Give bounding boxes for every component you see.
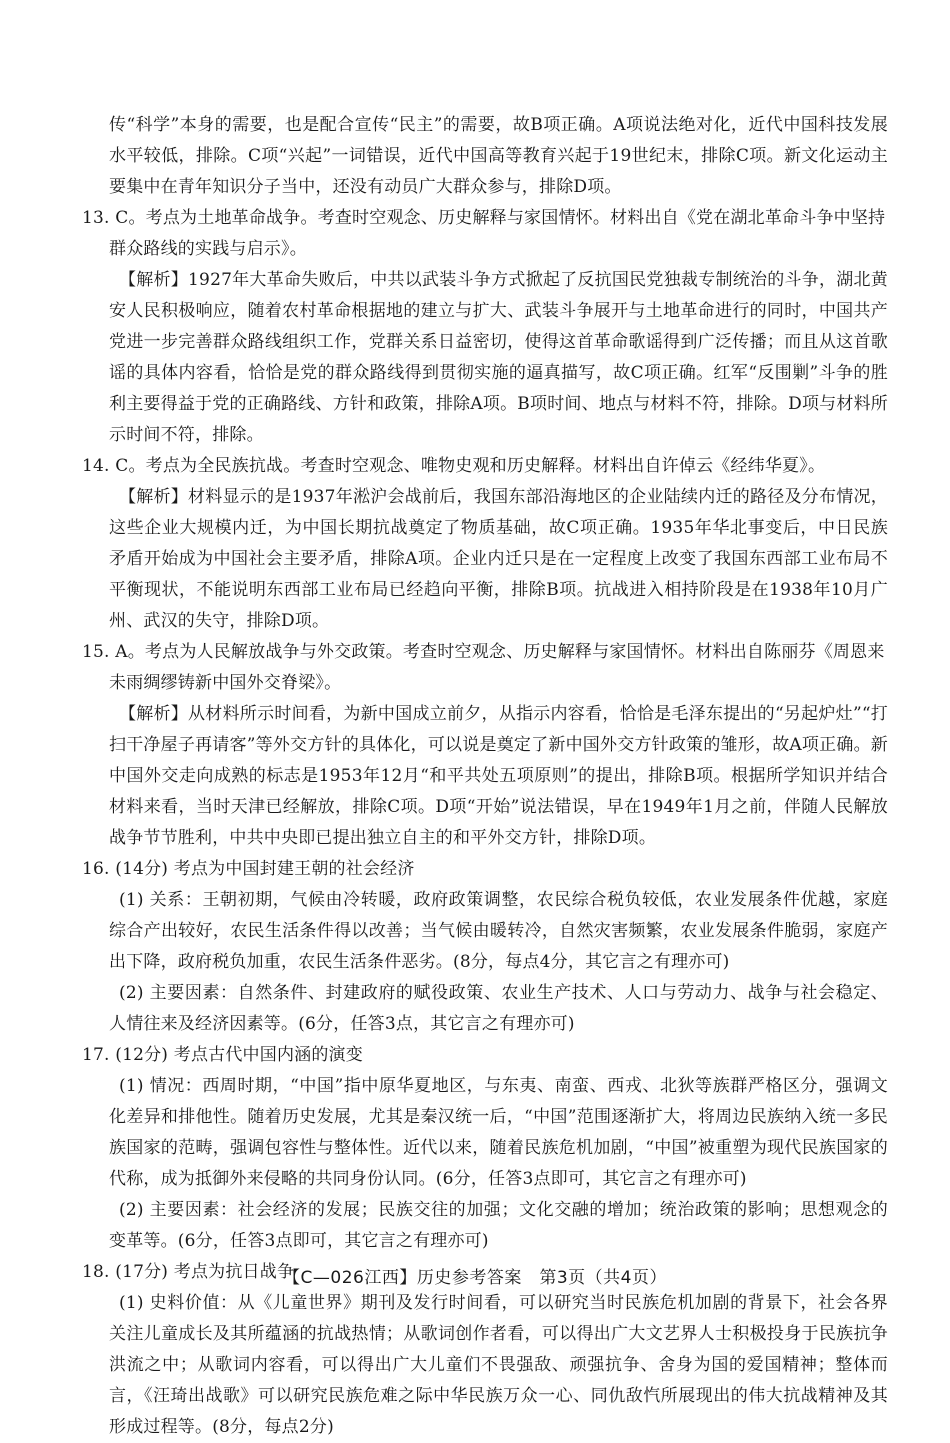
q16-heading: 16. (14分) 考点为中国封建王朝的社会经济 (82, 859, 415, 879)
answer-page (82, 110, 888, 1443)
q13-heading (82, 203, 888, 265)
page-footer: 【C—026江西】历史参考答案 第3页（共4页） (283, 1268, 667, 1288)
q16-part2: (2) 主要因素：自然条件、封建政府的赋役政策、农业生产技术、人口与劳动力、战争与社会稳定、人情往来及经济因素等。(6分，任答3点，其它言之有理亦可) (109, 983, 888, 1034)
q14-analysis: 【解析】材料显示的是1937年淞沪会战前后，我国东部沿海地区的企业陆续内迁的路径及分布情况，这些企业大规模内迁，为中国长期抗战奠定了物质基础，故C项正确。1935年华北事变后，中日民族矛盾开始成为中国社会主要矛盾，排除A项。企业内迁只是在一定程度上改变了我国东西部工业布局不平衡现状，不能说明东西部工业布局已经趋向平衡，排除B项。抗战进入相持阶段是在1938年10月广州、武汉的失守，排除D项。 (109, 487, 888, 631)
q13-analysis: 【解析】1927年大革命失败后，中共以武装斗争方式掀起了反抗国民党独裁专制统治的斗争，湖北黄安人民积极响应，随着农村革命根据地的建立与扩大、武装斗争展开与土地革命进行的同时，中国共产党进一步完善群众路线组织工作，党群关系日益密切，使得这首革命歌谣得到广泛传播；而且从这首歌谣的具体内容看，恰恰是党的群众路线得到贯彻实施的逼真描写，故C项正确。红军“反围剿”斗争的胜利主要得益于党的正确路线、方针和政策，排除A项。B项时间、地点与材料不符，排除。D项与材料所示时间不符，排除。 (109, 270, 888, 445)
q13-heading-text: 13. C。考点为土地革命战争。考查时空观念、历史解释与家国情怀。材料出自《党在湖北革命斗争中坚持 (82, 208, 886, 228)
q15-heading (82, 637, 888, 699)
q15-heading-text: 15. A。考点为人民解放战争与外交政策。考查时空观念、历史解释与家国情怀。材料出自陈丽芬《周恩来 (82, 642, 885, 662)
q13-heading-continuation: 群众路线的实践与启示》。 (109, 239, 307, 259)
q14-heading: 14. C。考点为全民族抗战。考查时空观念、唯物史观和历史解释。材料出自许倬云《经纬华夏》。 (82, 456, 826, 476)
q17-heading: 17. (12分) 考点古代中国内涵的演变 (82, 1045, 363, 1065)
q18-part1: (1) 史料价值：从《儿童世界》期刊及发行时间看，可以研究当时民族危机加剧的背景下，社会各界关注儿童成长及其所蕴涵的抗战热情；从歌词创作者看，可以得出广大文艺界人士积极投身于民族抗争洪流之中；从歌词内容看，可以得出广大儿童们不畏强敌、顽强抗争、舍身为国的爱国精神；整体而言，《汪琦出战歌》可以研究民族危难之际中华民族万众一心、同仇敌忾所展现出的伟大抗战精神及其形成过程等。(8分，每点2分) (109, 1293, 888, 1437)
intro-paragraph: 传“科学”本身的需要，也是配合宣传“民主”的需要，故B项正确。A项说法绝对化，近代中国科技发展水平较低，排除。C项“兴起”一词错误，近代中国高等教育兴起于19世纪末，排除C项。新文化运动主要集中在青年知识分子当中，还没有动员广大群众参与，排除D项。 (109, 115, 888, 197)
q17-part1: (1) 情况：西周时期，“中国”指中原华夏地区，与东夷、南蛮、西戎、北狄等族群严格区分，强调文化差异和排他性。随着历史发展，尤其是秦汉统一后，“中国”范围逐渐扩大，将周边民族纳入统一多民族国家的范畴，强调包容性与整体性。近代以来，随着民族危机加剧，“中国”被重塑为现代民族国家的代称，成为抵御外来侵略的共同身份认同。(6分，任答3点即可，其它言之有理亦可) (109, 1076, 888, 1189)
q17-part2: (2) 主要因素：社会经济的发展；民族交往的加强；文化交融的增加；统治政策的影响；思想观念的变革等。(6分，任答3点即可，其它言之有理亦可) (109, 1200, 888, 1251)
q18-heading: 18. (17分) 考点为抗日战争 (82, 1262, 295, 1282)
q16-part1: (1) 关系：王朝初期，气候由冷转暖，政府政策调整，农民综合税负较低，农业发展条件优越，家庭综合产出较好，农民生活条件得以改善；当气候由暖转冷，自然灾害频繁，农业发展条件脆弱，家庭产出下降，政府税负加重，农民生活条件恶劣。(8分，每点4分，其它言之有理亦可) (109, 890, 888, 972)
q15-analysis: 【解析】从材料所示时间看，为新中国成立前夕，从指示内容看，恰恰是毛泽东提出的“另起炉灶”“打扫干净屋子再请客”等外交方针的具体化，可以说是奠定了新中国外交方针政策的雏形，故A项正确。新中国外交走向成熟的标志是1953年12月“和平共处五项原则”的提出，排除B项。根据所学知识并结合材料来看，当时天津已经解放，排除C项。D项“开始”说法错误，早在1949年1月之前，伴随人民解放战争节节胜利，中共中央即已提出独立自主的和平外交方针，排除D项。 (109, 704, 888, 848)
q15-heading-continuation: 未雨绸缪铸新中国外交脊梁》。 (109, 673, 342, 693)
